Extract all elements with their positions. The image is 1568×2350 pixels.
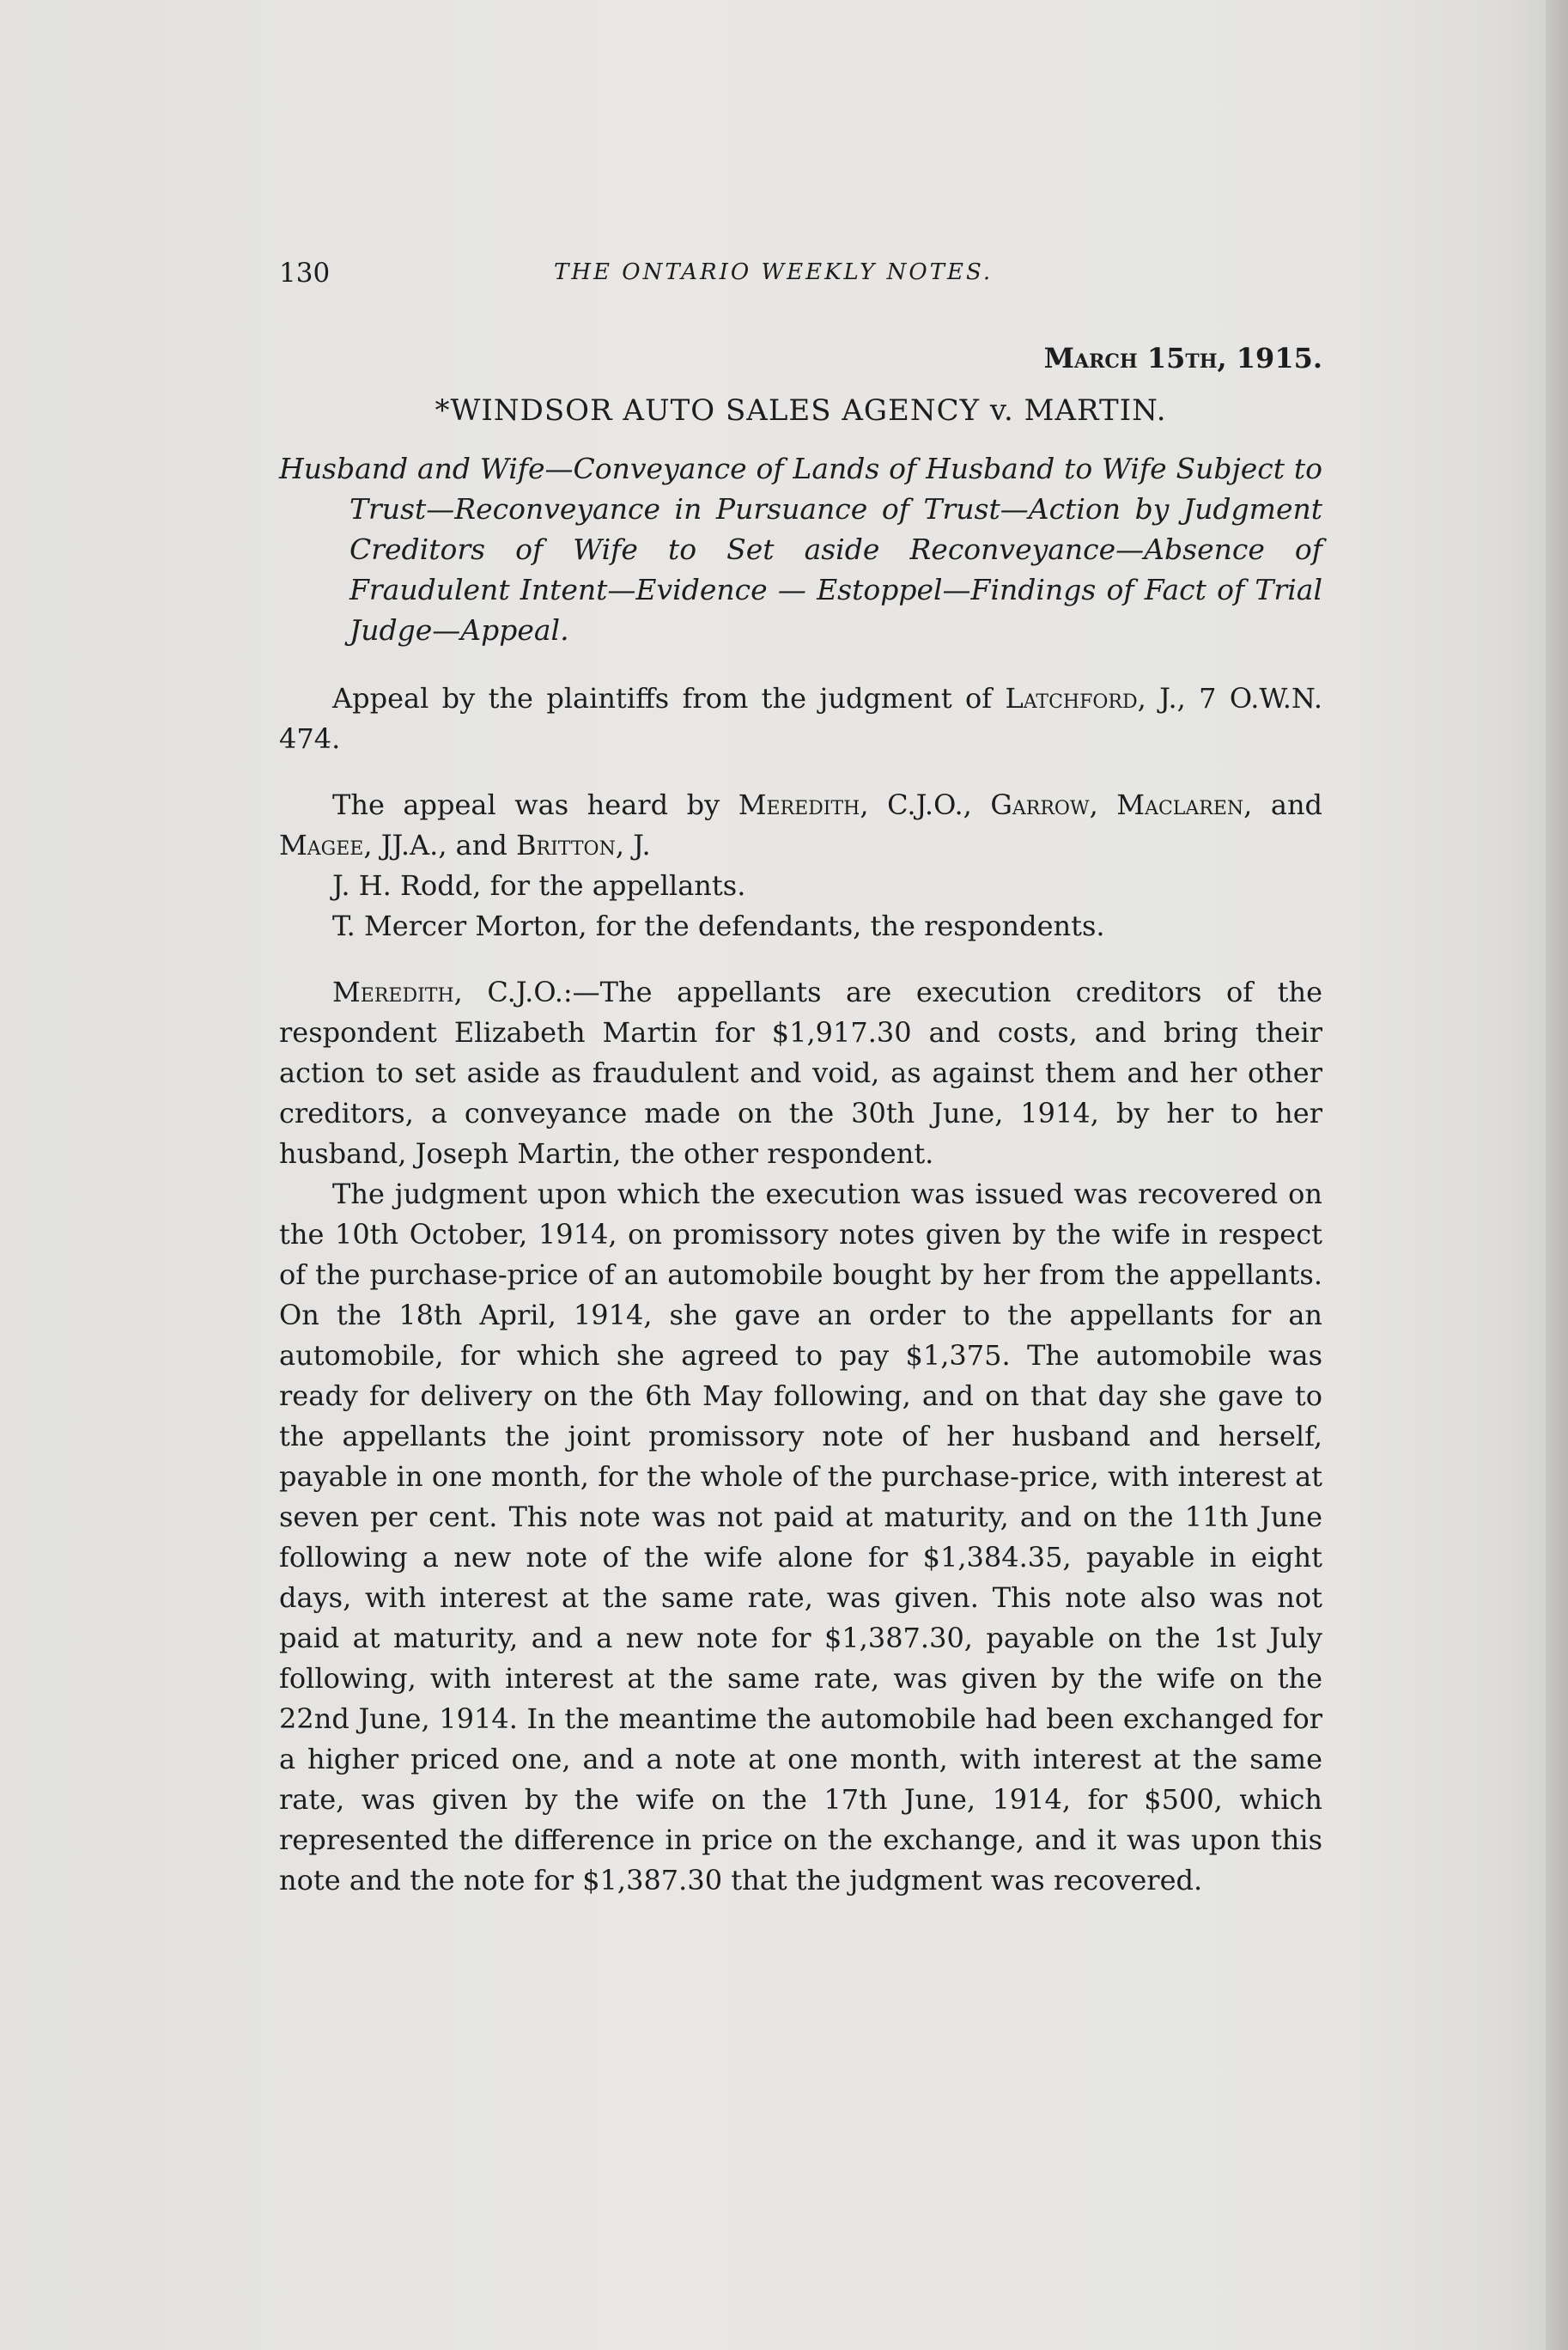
bench-text: , J.: [615, 829, 651, 861]
counsel-appellants: J. H. Rodd, for the appellants.: [332, 869, 746, 902]
judge-name: Garrow: [990, 788, 1090, 821]
trial-judge-name: Latchford: [1005, 682, 1138, 715]
judge-name: Maclaren: [1116, 788, 1244, 821]
judgment-judge-name: Meredith: [332, 976, 454, 1008]
appeal-citation: , J., 7 O.W.N. 474.: [279, 682, 1323, 755]
text-block: [279, 258, 1322, 1901]
judgment-paragraph-1: [279, 972, 1322, 1174]
judge-name: Magee: [279, 829, 364, 861]
judgment-text: , C.J.O.:—The appellants are execution creditors of the respondent Elizabeth Martin for $1,917.30 and costs, and bring their action to set aside as fraudulent and void, as against them and her other creditors, a conveyance made on the 30th June, 1914, by her to her husband, Joseph Martin, the other respondent.: [279, 976, 1322, 1170]
judge-name: Meredith: [738, 788, 860, 821]
page-number: 130: [279, 258, 331, 289]
running-head: THE ONTARIO WEEKLY NOTES.: [554, 259, 994, 285]
decision-date: March 15th, 1915.: [1043, 342, 1322, 374]
bench-text: , JJ.A., and: [363, 829, 517, 861]
judge-name: Britton: [516, 829, 616, 861]
headnote: Husband and Wife—Conveyance of Lands of Husband to Wife Subject to Trust—Reconveyance in Pursuance of Trust—Action by Judgment Creditors of Wife to Set aside Reconveyance—Absence of Fraudulent Intent—Evidence — Estoppel—Findings of Fact of Trial Judge—Appeal.: [279, 452, 1322, 647]
page-edge-shadow: [1546, 0, 1568, 2350]
judgment-paragraph-2: The judgment upon which the execution was issued was recovered on the 10th October, 1914, on promissory notes given by the wife in respect of the purchase-price of an automobile bought by her from the appellants. On the 18th April, 1914, she gave an order to the appellants for an automobile, for which she agreed to pay $1,375. The automobile was ready for delivery on the 6th May following, and on that day she gave to the appellants the joint promissory note of her husband and herself, payable in one month, for the whole of the purchase-price, with interest at seven per cent. This note was not paid at maturity, and on the 11th June following a new note of the wife alone for $1,384.35, payable in eight days, with interest at the same rate, was given. This note also was not paid at maturity, and a new note for $1,387.30, payable on the 1st July following, with interest at the same rate, was given by the wife on the 22nd June, 1914. In the meantime the automobile had been exchanged for a higher priced one, and a note at one month, with interest at the same rate, was given by the wife on the 17th June, 1914, for $500, which represented the difference in price on the exchange, and it was upon this note and the note for $1,387.30 that the judgment was recovered.: [279, 1178, 1322, 1896]
bench-text: ,: [1089, 788, 1117, 821]
page-header: [279, 258, 1322, 299]
case-title: *WINDSOR AUTO SALES AGENCY v. MARTIN.: [435, 393, 1167, 428]
appeal-statement: [279, 679, 1322, 759]
bench-statement: [279, 785, 1322, 866]
bench-text: , C.J.O.,: [860, 788, 991, 821]
appeal-text: Appeal by the plaintiffs from the judgment of: [332, 682, 1006, 715]
counsel-respondents: T. Mercer Morton, for the defendants, the respondents.: [332, 910, 1105, 942]
bench-text: The appeal was heard by: [332, 788, 738, 821]
bench-text: , and: [1243, 788, 1323, 821]
